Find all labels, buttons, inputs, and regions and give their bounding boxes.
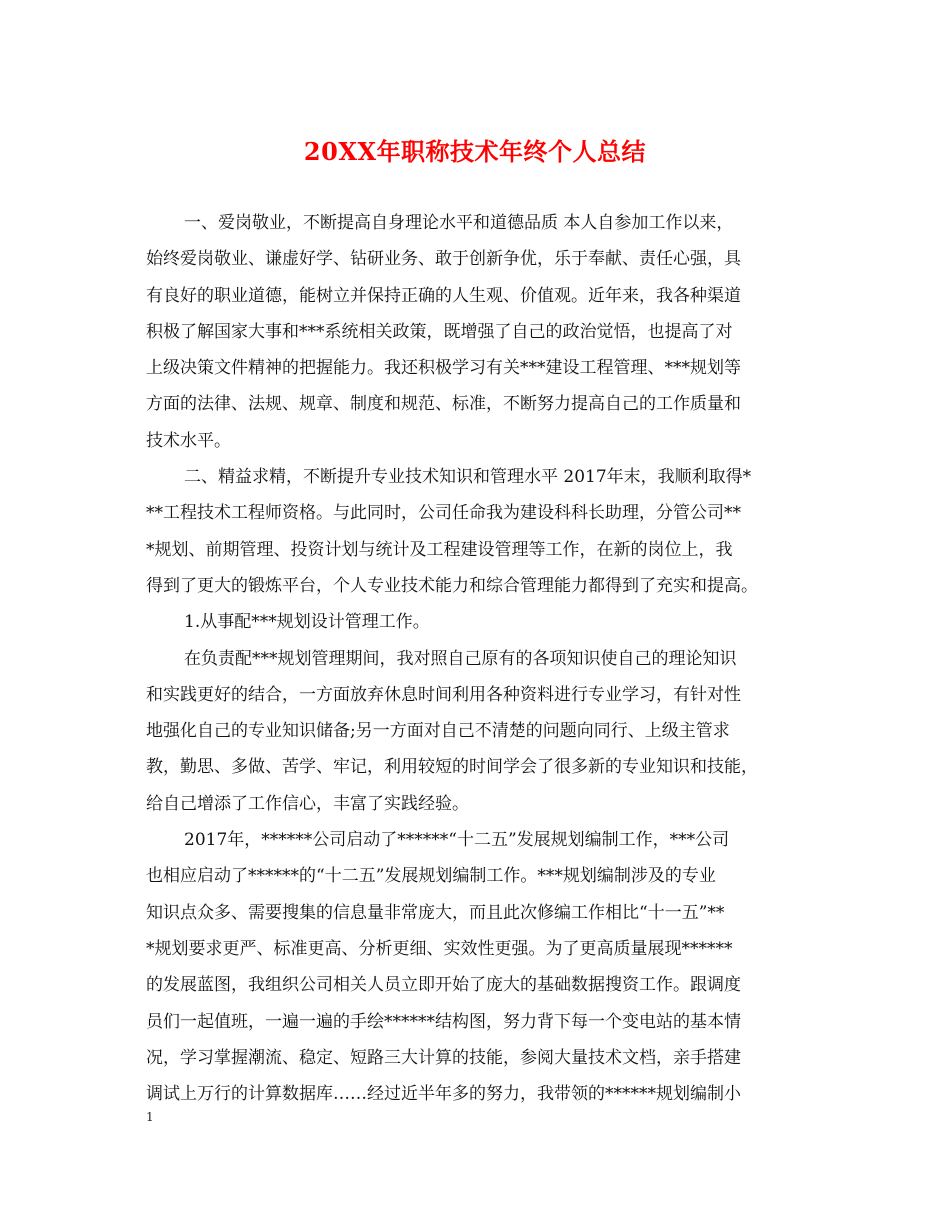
text-line: 方面的法律、法规、规章、制度和规范、标准，不断努力提高自己的工作质量和 xyxy=(146,394,741,415)
text-line: 地强化自己的专业知识储备;另一方面对自己不清楚的问题向同行、上级主管求 xyxy=(146,721,730,742)
text-line: *规划要求更严、标准更高、分析更细、实效性更强。为了更高质量展现****** xyxy=(146,938,733,959)
text-line: 有良好的职业道德，能树立并保持正确的人生观、价值观。近年来，我各种渠道 xyxy=(146,285,741,306)
text-line: 知识点众多、需要搜集的信息量非常庞大，而且此次修编工作相比“十一五”** xyxy=(146,902,725,923)
text-line: 的发展蓝图，我组织公司相关人员立即开始了庞大的基础数据搜资工作。跟调度 xyxy=(146,975,741,996)
text-line: 始终爱岗敬业、谦虚好学、钻研业务、敢于创新争优，乐于奉献、责任心强，具 xyxy=(146,249,741,270)
text-line: 和实践更好的结合，一方面放弃休息时间利用各种资料进行专业学习，有针对性 xyxy=(146,684,741,705)
page-number: 1 xyxy=(146,1110,154,1124)
text-line: 教，勤思、多做、苦学、牢记，利用较短的时间学会了很多新的专业知识和技能， xyxy=(146,757,758,778)
text-line: 得到了更大的锻炼平台，个人专业技术能力和综合管理能力都得到了充实和提高。 xyxy=(146,575,758,596)
text-line: 在负责配***规划管理期间，我对照自己原有的各项知识使自己的理论知识 xyxy=(184,648,737,669)
text-line: 员们一起值班，一遍一遍的手绘******结构图，努力背下每一个变电站的基本情 xyxy=(146,1011,741,1032)
text-line: 1.从事配***规划设计管理工作。 xyxy=(184,612,430,633)
text-line: 一、爱岗敬业，不断提高自身理论水平和道德品质 本人自参加工作以来， xyxy=(184,213,734,233)
text-line: *规划、前期管理、投资计划与统计及工程建设管理等工作，在新的岗位上，我 xyxy=(146,539,733,560)
text-line: 二、精益求精，不断提升专业技术知识和管理水平 2017年末，我顺利取得* xyxy=(184,467,752,488)
text-line: 积极了解国家大事和***系统相关政策，既增强了自己的政治觉悟，也提高了对 xyxy=(146,321,733,342)
text-line: **工程技术工程师资格。与此同时，公司任命我为建设科科长助理，分管公司** xyxy=(146,503,741,524)
text-line: 给自己增添了工作信心，丰富了实践经验。 xyxy=(146,793,469,814)
text-line: 况，学习掌握潮流、稳定、短路三大计算的技能，参阅大量技术文档，亲手搭建 xyxy=(146,1047,741,1068)
document-title: 20XX年职称技术年终个人总结 xyxy=(303,137,647,166)
text-line: 也相应启动了******的“十二五”发展规划编制工作。***规划编制涉及的专业 xyxy=(146,866,716,887)
text-line: 调试上万行的计算数据库……经过近半年多的努力，我带领的******规划编制小 xyxy=(146,1084,741,1105)
document-body xyxy=(146,205,810,1112)
text-line: 技术水平。 xyxy=(146,430,231,451)
text-line: 2017年，******公司启动了******“十二五”发展规划编制工作，***公司 xyxy=(184,830,730,851)
text-line: 上级决策文件精神的把握能力。我还积极学习有关***建设工程管理、***规划等 xyxy=(146,358,741,379)
